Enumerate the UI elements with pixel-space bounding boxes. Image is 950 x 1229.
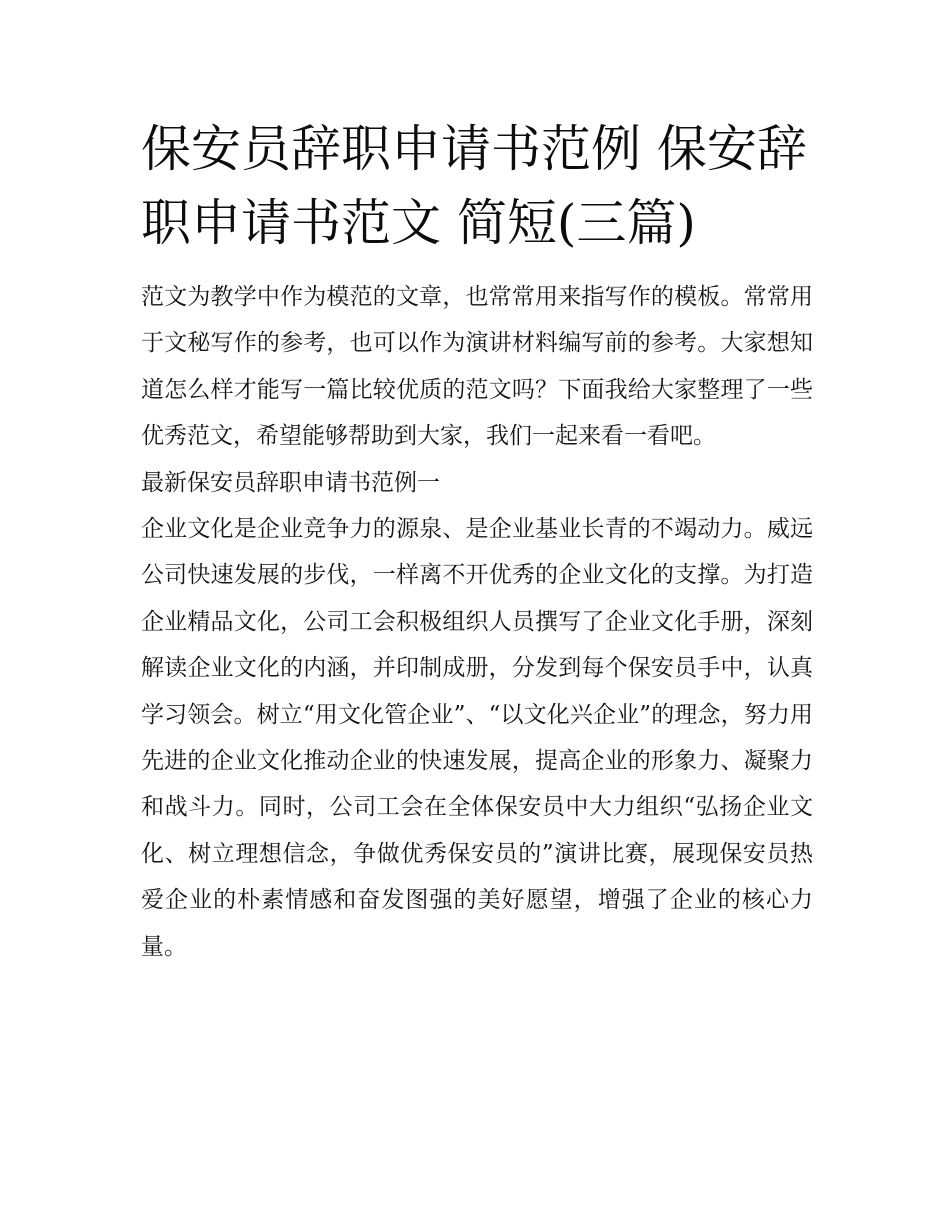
section-heading: 最新保安员辞职申请书范例一 bbox=[141, 469, 440, 496]
document-title: 保安员辞职申请书范例 保安辞职申请书范文 简短(三篇) bbox=[141, 120, 807, 252]
document-content bbox=[141, 112, 813, 970]
intro-paragraph: 范文为教学中作为模范的文章，也常常用来指写作的模板。常常用于文秘写作的参考，也可以作为演讲材料编写前的参考。大家想知道怎么样才能写一篇比较优质的范文吗？下面我给大家整理了一些优秀范文，希望能够帮助到大家，我们一起来看一看吧。 bbox=[141, 284, 813, 450]
body-paragraph: 企业文化是企业竞争力的源泉、是企业基业长青的不竭动力。威远公司快速发展的步伐，一样离不开优秀的企业文化的支撑。为打造企业精品文化，公司工会积极组织人员撰写了企业文化手册，深刻解读企业文化的内涵，并印制成册，分发到每个保安员手中，认真学习领会。树立“用文化管企业”、“以文化兴企业”的理念，努力用先进的企业文化推动企业的快速发展，提高企业的形象力、凝聚力和战斗力。同时，公司工会在全体保安员中大力组织“弘扬企业文化、树立理想信念，争做优秀保安员的”演讲比赛，展现保安员热爱企业的朴素情感和奋发图强的美好愿望，增强了企业的核心力量。 bbox=[141, 516, 813, 960]
